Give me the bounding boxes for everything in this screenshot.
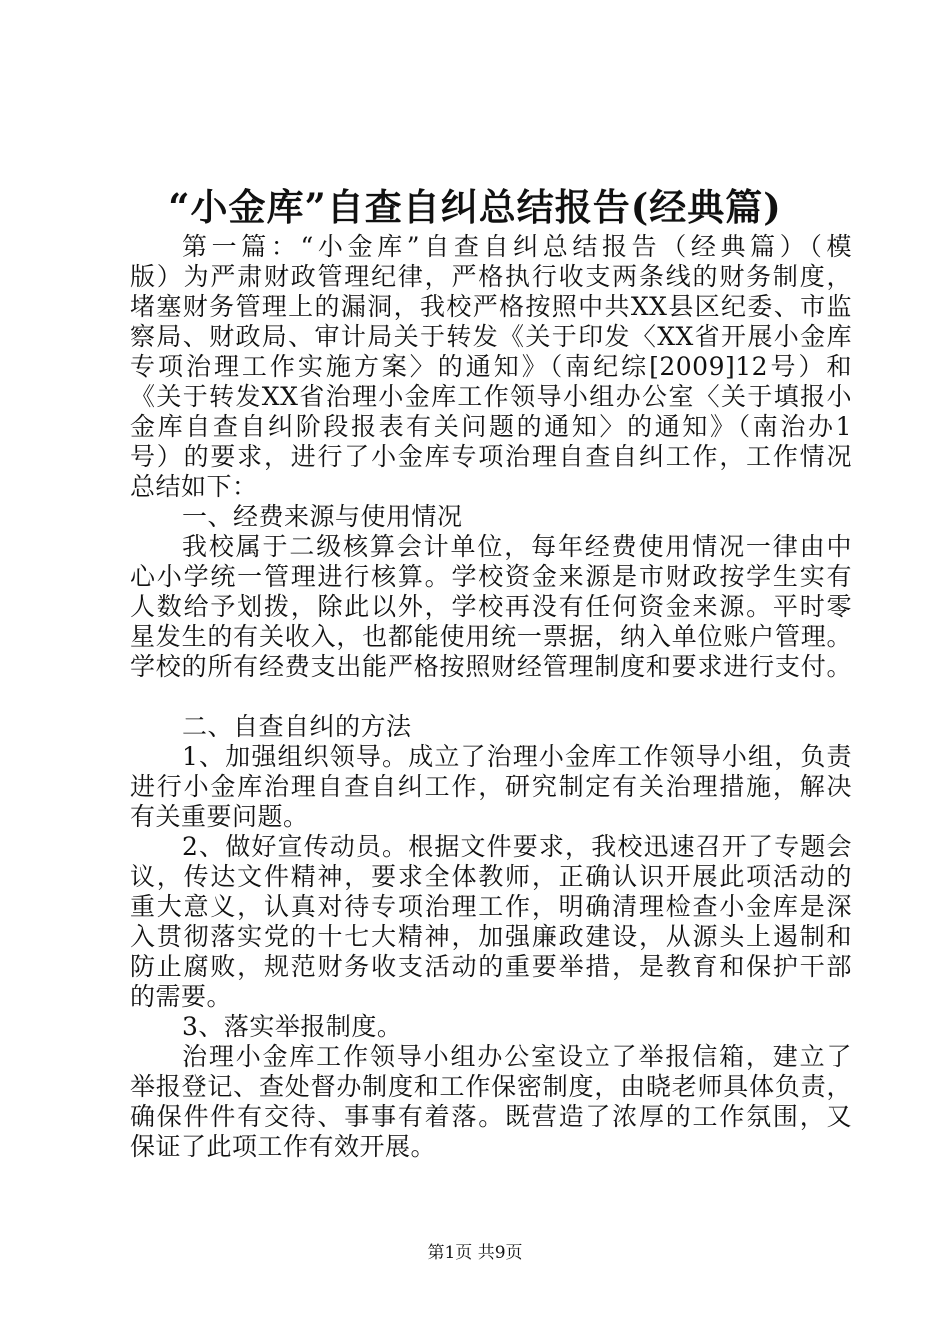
text-line: 版）为严肃财政管理纪律，严格执行收支两条线的财务制度， [130,262,852,291]
section-heading: 二、自查自纠的方法 [182,712,412,741]
text-line: 金库自查自纠阶段报表有关问题的通知〉的通知》（南治办1 [130,412,852,441]
document-title: “小金库”自查自纠总结报告(经典篇) [168,185,782,229]
text-line: 议，传达文件精神，要求全体教师，正确认识开展此项活动的 [130,862,852,891]
text-line: 学校的所有经费支出能严格按照财经管理制度和要求进行支付。 [130,652,852,681]
text-line: 《关于转发XX省治理小金库工作领导小组办公室〈关于填报小 [130,382,852,411]
text-line: 总结如下： [130,472,258,501]
document-body [130,232,852,1162]
text-line: 星发生的有关收入，也都能使用统一票据，纳入单位账户管理。 [130,622,852,651]
text-line: 确保件件有交待、事事有着落。既营造了浓厚的工作氛围，又 [130,1102,852,1131]
text-line: 2、做好宣传动员。根据文件要求，我校迅速召开了专题会 [182,832,852,861]
text-line: 入贯彻落实党的十七大精神，加强廉政建设，从源头上遏制和 [130,922,852,951]
text-line: 我校属于二级核算会计单位，每年经费使用情况一律由中 [182,532,852,561]
page-number-footer: 第1页 共9页 [427,1243,523,1263]
text-line: 专项治理工作实施方案〉的通知》（南纪综[2009]12号）和 [130,352,852,381]
text-line: 进行小金库治理自查自纠工作，研究制定有关治理措施，解决 [130,772,852,801]
text-line: 治理小金库工作领导小组办公室设立了举报信箱，建立了 [182,1042,852,1071]
text-line: 堵塞财务管理上的漏洞，我校严格按照中共XX县区纪委、市监 [130,292,852,321]
section-heading: 一、经费来源与使用情况 [182,502,463,531]
text-line: 的需要。 [130,982,233,1011]
text-line: 1、加强组织领导。成立了治理小金库工作领导小组，负责 [182,742,852,771]
text-line: 重大意义，认真对待专项治理工作，明确清理检查小金库是深 [130,892,852,921]
subsection-heading: 3、落实举报制度。 [182,1012,403,1041]
text-line: 有关重要问题。 [130,802,309,831]
text-line: 察局、财政局、审计局关于转发《关于印发〈XX省开展小金库 [130,322,852,351]
paragraph-gap [130,682,852,712]
text-line: 号）的要求，进行了小金库专项治理自查自纠工作，工作情况 [130,442,852,471]
text-line: 第一篇：“小金库”自查自纠总结报告（经典篇）（模 [182,232,852,261]
text-line: 防止腐败，规范财务收支活动的重要举措，是教育和保护干部 [130,952,852,981]
text-line: 举报登记、查处督办制度和工作保密制度，由晓老师具体负责， [130,1072,852,1101]
text-line: 心小学统一管理进行核算。学校资金来源是市财政按学生实有 [130,562,852,591]
text-line: 保证了此项工作有效开展。 [130,1132,437,1161]
text-line: 人数给予划拨，除此以外，学校再没有任何资金来源。平时零 [130,592,852,621]
